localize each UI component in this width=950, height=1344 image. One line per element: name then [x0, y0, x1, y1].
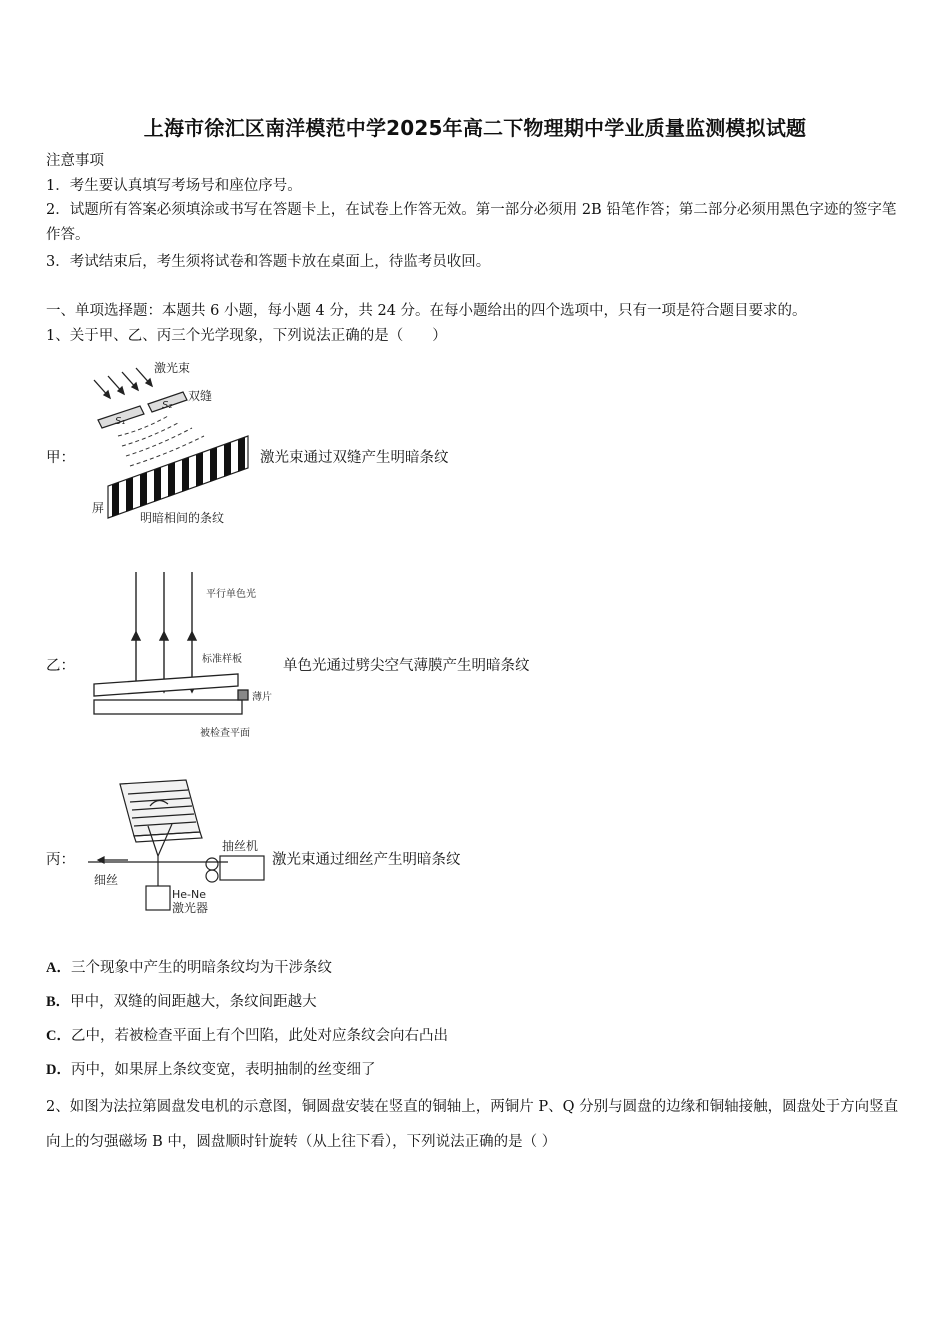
beam-label: 激光束 [154, 361, 191, 375]
fringes-label: 明暗相间的条纹 [140, 511, 225, 525]
machine-label: 抽丝机 [222, 839, 259, 853]
wedge-plates [94, 674, 248, 714]
double-slit-figure [88, 358, 253, 528]
laser-beam-arrows [94, 368, 152, 398]
figure-a-caption: 激光束通过双缝产生明暗条纹 [260, 450, 449, 466]
plate-label: 标准样板 [202, 654, 242, 665]
option-d-text: 丙中，如果屏上条纹变宽，表明抽制的丝变细了 [70, 1062, 376, 1078]
wire-label: 细丝 [94, 873, 119, 887]
slit-label: 双缝 [188, 389, 213, 403]
s1-label: S₁ [115, 416, 126, 427]
slit-plate [98, 392, 187, 428]
figure-c-label: 丙： [46, 852, 75, 868]
figure-b-label: 乙： [46, 658, 75, 674]
surface-label: 被检查平面 [200, 728, 250, 739]
notice-item-1: 1．考生要认真填写考场号和座位序号。 [46, 178, 302, 194]
air-wedge-figure [88, 566, 283, 742]
option-c [46, 1026, 448, 1046]
option-b [46, 992, 317, 1012]
option-a [46, 958, 332, 978]
laser-box [146, 886, 170, 910]
figure-c-caption: 激光束通过细丝产生明暗条纹 [272, 852, 461, 868]
screen-label: 屏 [92, 501, 105, 515]
parallel-light-arrows [132, 572, 196, 692]
laser-bottom-label: 激光器 [172, 901, 209, 915]
light-label: 平行单色光 [206, 589, 256, 600]
option-b-text: 甲中，双缝的间距越大，条纹间距越大 [70, 994, 317, 1010]
option-d [46, 1060, 375, 1080]
thin-wire-figure [88, 776, 278, 918]
question-2-stem: 2、如图为法拉第圆盘发电机的示意图，铜圆盘安装在竖直的铜轴上，两铜片 P、Q 分别与圆盘的边缘和铜轴接触，圆盘处于方向竖直向上的匀强磁场 B 中，圆盘顺时针旋转（从上往下看），下列说法正确的是（ ） [46, 1099, 899, 1150]
option-a-letter: A． [46, 960, 71, 976]
notice-item-2: 2．试题所有答案必须填涂或书写在答题卡上，在试卷上作答无效。第一部分必须用 2B 铅笔作答；第二部分必须用黑色字迹的签字笔作答。 [46, 202, 897, 243]
laser-top-label: He-Ne [172, 888, 207, 901]
question-1-stem: 1、关于甲、乙、丙三个光学现象，下列说法正确的是（ ） [46, 328, 447, 344]
option-b-letter: B． [46, 994, 71, 1010]
option-c-text: 乙中，若被检查平面上有个凹陷，此处对应条纹会向右凸出 [70, 1028, 448, 1044]
option-c-letter: C． [46, 1028, 71, 1044]
section-heading: 一、单项选择题：本题共 6 小题，每小题 4 分，共 24 分。在每小题给出的四个选项中，只有一项是符合题目要求的。 [46, 303, 807, 319]
figure-b-caption: 单色光通过劈尖空气薄膜产生明暗条纹 [283, 658, 530, 674]
option-d-letter: D． [46, 1062, 71, 1078]
sheet-label: 薄片 [252, 692, 272, 703]
figure-a-label: 甲： [46, 450, 75, 466]
option-a-text: 三个现象中产生的明暗条纹均为干涉条纹 [70, 960, 332, 976]
page-title: 上海市徐汇区南洋模范中学2025年高二下物理期中学业质量监测模拟试题 [143, 116, 807, 140]
notice-item-3: 3．考试结束后，考生须将试卷和答题卡放在桌面上，待监考员收回。 [46, 254, 491, 270]
notice-heading: 注意事项 [46, 153, 104, 169]
screen-box [120, 780, 202, 842]
s2-label: S₂ [162, 400, 173, 411]
